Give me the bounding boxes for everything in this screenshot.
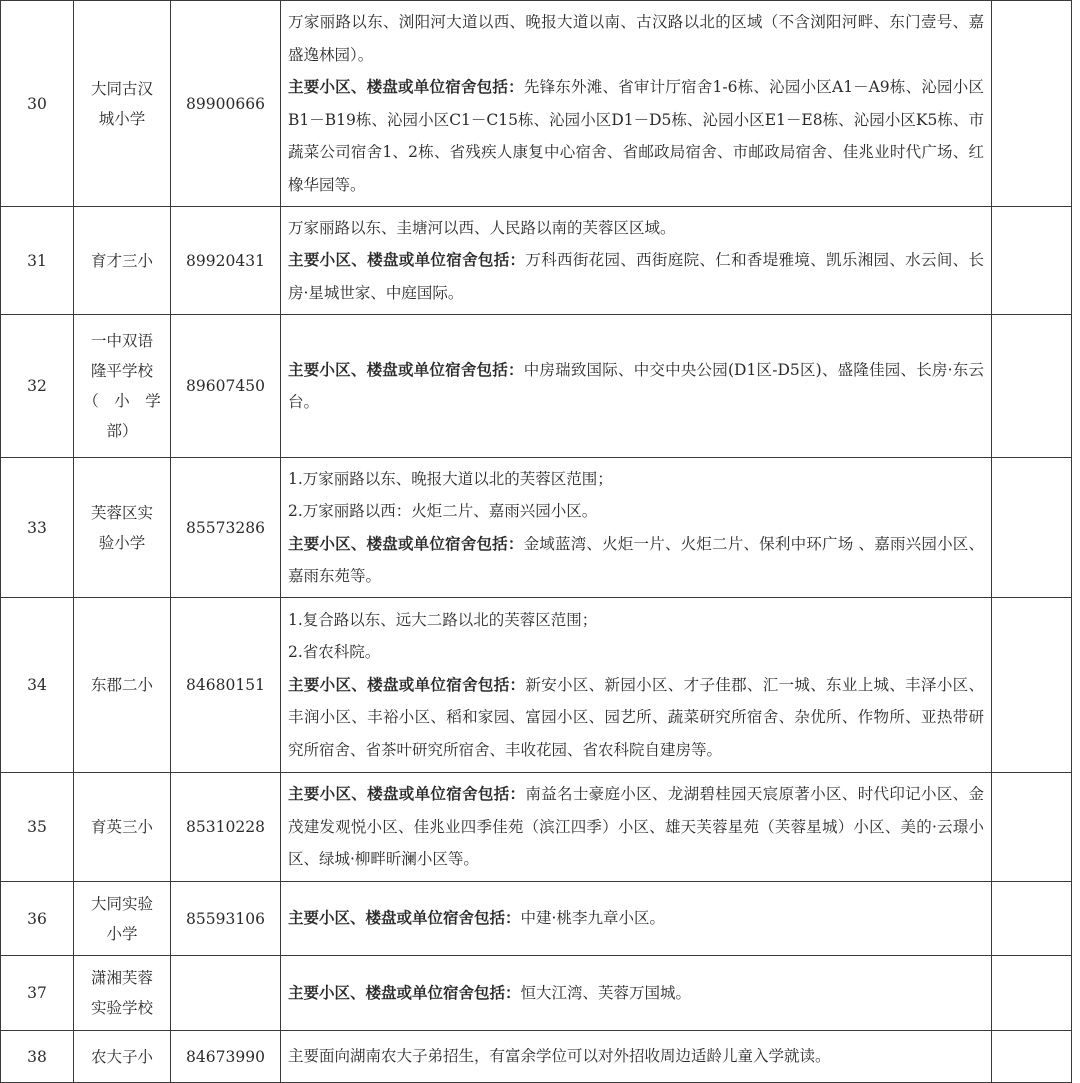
- remarks-cell: [992, 956, 1072, 1031]
- phone-number: 89920431: [171, 207, 281, 315]
- remarks-cell: [992, 882, 1072, 956]
- enrollment-area: [281, 1, 992, 207]
- row-number: 32: [1, 315, 74, 458]
- area-line: 主要小区、楼盘或单位宿舍包括：新安小区、新园小区、才子佳郡、汇一城、东业上城、丰泽小区、丰润小区、丰裕小区、稻和家园、富园小区、园艺所、蔬菜研究所宿舍、杂优所、作物所、亚热带研究所宿舍、省茶叶研究所宿舍、丰收花园、省农科院自建房等。: [288, 674, 984, 759]
- remarks-cell: [992, 773, 1072, 882]
- table-row: [1, 773, 1072, 882]
- area-label: 主要小区、楼盘或单位宿舍包括：: [288, 982, 521, 1002]
- school-name: 潇湘芙蓉 实验学校: [74, 956, 171, 1031]
- remarks-cell: [992, 1, 1072, 207]
- area-line: 万家丽路以东、浏阳河大道以西、晚报大道以南、古汉路以北的区域（不含浏阳河畔、东门壹号、嘉盛逸林园）。: [288, 13, 984, 64]
- row-number: 37: [1, 956, 74, 1031]
- area-line: 2.万家丽路以西：火炬二片、嘉雨兴园小区。: [288, 502, 598, 520]
- enrollment-area: [281, 956, 992, 1031]
- area-label: 主要小区、楼盘或单位宿舍包括：: [288, 908, 521, 928]
- area-line: 1.复合路以东、远大二路以北的芙蓉区范围；: [288, 610, 598, 629]
- area-label: 主要小区、楼盘或单位宿舍包括：: [288, 359, 524, 379]
- enrollment-area: [281, 458, 992, 598]
- enrollment-area: [281, 882, 992, 956]
- table-row: [1, 207, 1072, 315]
- school-name: 芙蓉区实 验小学: [74, 458, 171, 598]
- area-line: 主要小区、楼盘或单位宿舍包括：中房瑞致国际、中交中央公园(D1区-D5区)、盛隆佳园、长房·东云台。: [288, 359, 984, 411]
- area-label: 主要小区、楼盘或单位宿舍包括：: [288, 533, 524, 553]
- area-line: 2.省农科院。: [288, 643, 381, 662]
- phone-number: 84680151: [171, 598, 281, 773]
- school-name: 一中双语 隆平学校 （ 小 学 部）: [74, 315, 171, 458]
- row-number: 38: [1, 1031, 74, 1083]
- area-line: 主要小区、楼盘或单位宿舍包括：恒大江湾、芙蓉万国城。: [288, 982, 692, 1002]
- enrollment-area: [281, 773, 992, 882]
- phone-number: 84673990: [171, 1031, 281, 1083]
- row-number: 35: [1, 773, 74, 882]
- remarks-cell: [992, 458, 1072, 598]
- area-line: 主要小区、楼盘或单位宿舍包括：先锋东外滩、省审计厅宿舍1-6栋、沁园小区A1－A9栋、沁园小区B1－B19栋、沁园小区C1－C15栋、沁园小区D1－D5栋、沁园小区E1－E8栋、沁园小区K5栋、市蔬菜公司宿舍1、2栋、省残疾人康复中心宿舍、省邮政局宿舍、市邮政局宿舍、佳兆业时代广场、红橡华园等。: [288, 77, 984, 194]
- area-line: 主要小区、楼盘或单位宿舍包括：金域蓝湾、火炬一片、火炬二片、保利中环广场 、嘉雨兴园小区、嘉雨东苑等。: [288, 533, 984, 585]
- area-label: 主要小区、楼盘或单位宿舍包括：: [288, 250, 526, 270]
- school-name: 育才三小: [74, 207, 171, 315]
- table-row: [1, 1031, 1072, 1083]
- row-number: 34: [1, 598, 74, 773]
- area-line: 主要面向湖南农大子弟招生，有富余学位可以对外招收周边适龄儿童入学就读。: [288, 1047, 831, 1066]
- phone-number: 89607450: [171, 315, 281, 458]
- school-name: 大同实验 小学: [74, 882, 171, 956]
- table-row: [1, 956, 1072, 1031]
- remarks-cell: [992, 207, 1072, 315]
- area-line: 主要小区、楼盘或单位宿舍包括：南益名士豪庭小区、龙湖碧桂园天宸原著小区、时代印记小区、金茂建发观悦小区、佳兆业四季佳苑（滨江四季）小区、雄天芙蓉星苑（芙蓉星城）小区、美的·云璟小区、绿城·柳畔昕澜小区等。: [288, 784, 984, 869]
- remarks-cell: [992, 315, 1072, 458]
- phone-number: 85593106: [171, 882, 281, 956]
- area-line: 1.万家丽路以东、晚报大道以北的芙蓉区范围；: [288, 469, 613, 488]
- enrollment-area: [281, 598, 992, 773]
- row-number: 30: [1, 1, 74, 207]
- table-body: [1, 1, 1072, 1083]
- phone-number: [171, 956, 281, 1031]
- table-row: [1, 458, 1072, 598]
- area-line: 万家丽路以东、圭塘河以西、人民路以南的芙蓉区区域。: [288, 218, 676, 237]
- enrollment-area: [281, 207, 992, 315]
- area-line: 主要小区、楼盘或单位宿舍包括：万科西街花园、西街庭院、仁和香堤雅境、凯乐湘园、水云间、长房·星城世家、中庭国际。: [288, 250, 984, 302]
- school-name: 大同古汉 城小学: [74, 1, 171, 207]
- table-row: [1, 598, 1072, 773]
- remarks-cell: [992, 1031, 1072, 1083]
- table-row: [1, 315, 1072, 458]
- area-line: 主要小区、楼盘或单位宿舍包括：中建·桃李九章小区。: [288, 908, 665, 928]
- row-number: 36: [1, 882, 74, 956]
- table-row: [1, 1, 1072, 207]
- area-label: 主要小区、楼盘或单位宿舍包括：: [288, 784, 526, 804]
- row-number: 31: [1, 207, 74, 315]
- remarks-cell: [992, 598, 1072, 773]
- table-row: [1, 882, 1072, 956]
- school-name: 东郡二小: [74, 598, 171, 773]
- phone-number: 85573286: [171, 458, 281, 598]
- phone-number: 89900666: [171, 1, 281, 207]
- area-label: 主要小区、楼盘或单位宿舍包括：: [288, 674, 526, 694]
- school-name: 育英三小: [74, 773, 171, 882]
- school-name: 农大子小: [74, 1031, 171, 1083]
- enrollment-area: [281, 315, 992, 458]
- area-label: 主要小区、楼盘或单位宿舍包括：: [288, 77, 524, 96]
- enrollment-area: [281, 1031, 992, 1083]
- phone-number: 85310228: [171, 773, 281, 882]
- row-number: 33: [1, 458, 74, 598]
